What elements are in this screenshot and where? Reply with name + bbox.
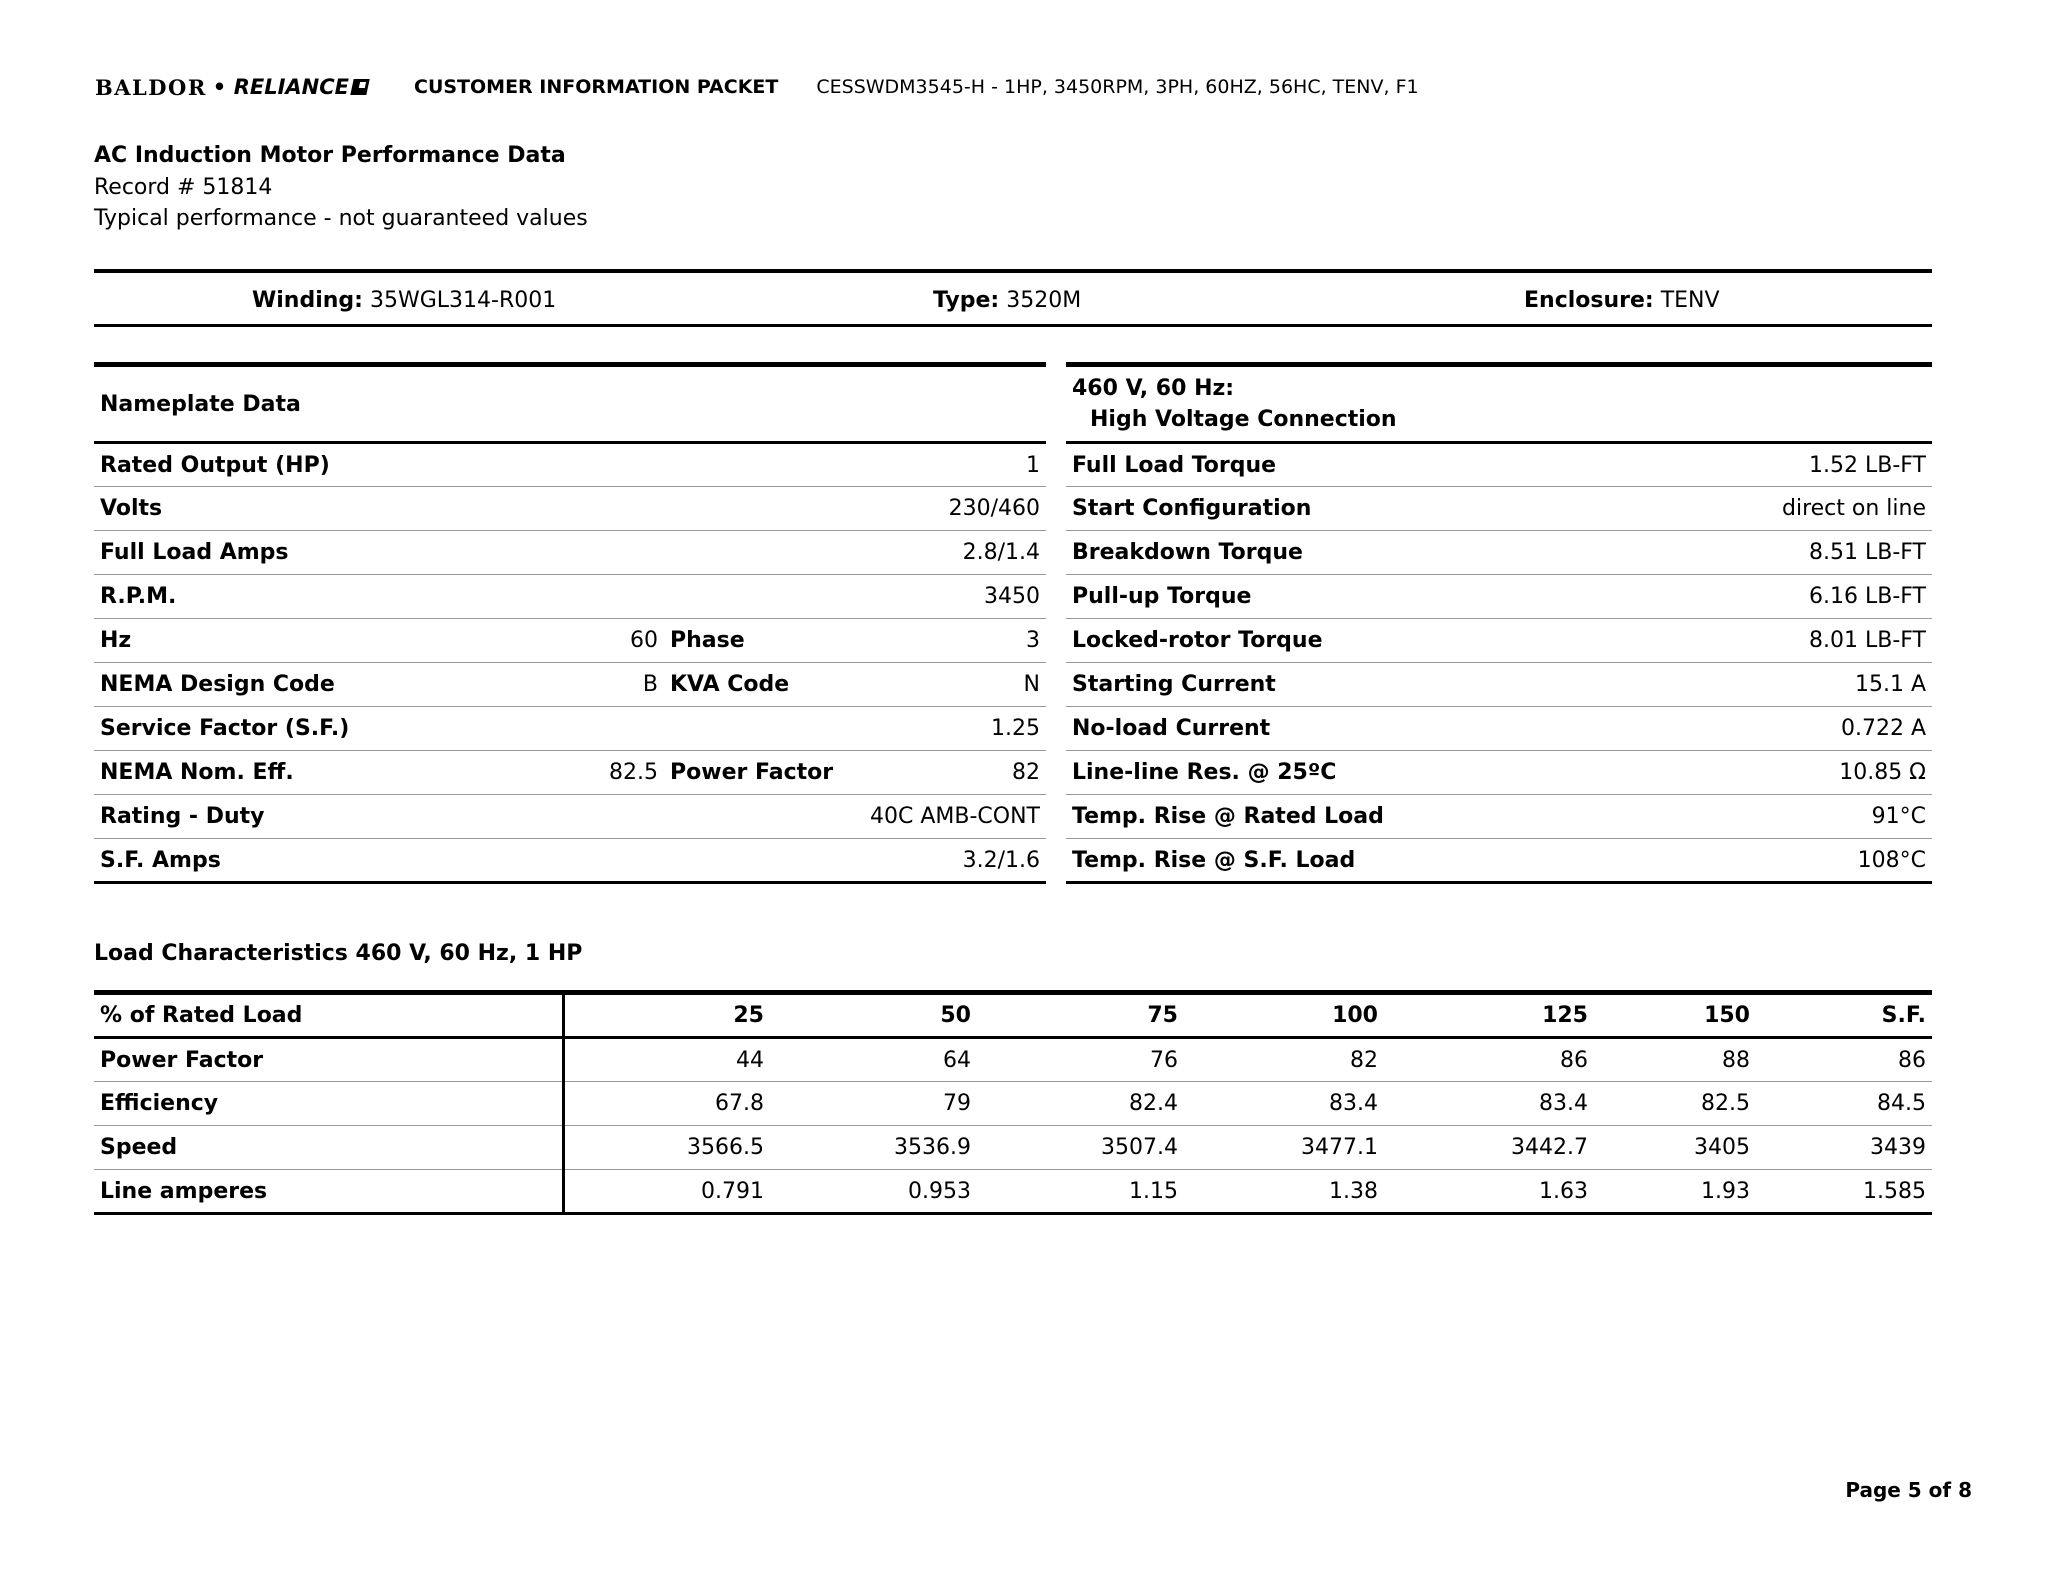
table-row	[94, 619, 1046, 663]
row-label: Temp. Rise @ Rated Load	[1066, 795, 1566, 839]
table-row	[94, 1170, 1932, 1214]
table-cell: 88	[1594, 1038, 1756, 1082]
document-subtitle: Typical performance - not guaranteed values	[94, 206, 588, 231]
column-header: 150	[1594, 993, 1756, 1038]
table-row	[1066, 575, 1932, 619]
row-value: 230/460	[864, 487, 1046, 531]
row-label: Efficiency	[94, 1082, 563, 1126]
table-cell: 1.63	[1539, 1178, 1588, 1204]
row-label: R.P.M.	[94, 575, 514, 619]
row-value: N	[864, 663, 1046, 707]
row-value: 82	[864, 751, 1046, 795]
high-voltage-heading-line1: 460 V, 60 Hz:	[1072, 376, 1235, 401]
table-row	[94, 1082, 1932, 1126]
row-value: 40C AMB-CONT	[864, 795, 1046, 839]
row-mid-value	[514, 795, 664, 839]
table-cell: 1.38	[1329, 1178, 1378, 1204]
row-mid-value	[514, 839, 664, 883]
row-label: Full Load Torque	[1066, 443, 1566, 487]
table-cell: 82.5	[1594, 1082, 1756, 1126]
row-value: 8.01 LB-FT	[1566, 619, 1932, 663]
table-row	[94, 751, 1046, 795]
row-value: 91°C	[1566, 795, 1932, 839]
row-mid-label: Power Factor	[664, 751, 864, 795]
type-field	[933, 288, 1081, 313]
table-cell: 82.4	[977, 1082, 1184, 1126]
table-cell: 86	[1384, 1038, 1594, 1082]
row-label: No-load Current	[1066, 707, 1566, 751]
table-cell: 86	[1756, 1038, 1932, 1082]
table-cell: 67.8	[563, 1082, 770, 1126]
row-value: 10.85 Ω	[1566, 751, 1932, 795]
row-value: 6.16 LB-FT	[1566, 575, 1932, 619]
table-row	[94, 1126, 1932, 1170]
row-value: 3450	[864, 575, 1046, 619]
baldor-reliance-logo	[95, 75, 368, 100]
row-label: S.F. Amps	[100, 847, 221, 873]
table-cell: 1.15	[1129, 1178, 1178, 1204]
row-value: 0.722 A	[1566, 707, 1932, 751]
row-mid-label	[664, 443, 864, 487]
column-header: % of Rated Load	[94, 993, 563, 1038]
type-label: Type:	[933, 288, 1000, 313]
row-label: Locked-rotor Torque	[1066, 619, 1566, 663]
table-cell: 44	[563, 1038, 770, 1082]
table-cell: 84.5	[1756, 1082, 1932, 1126]
row-value: 1	[864, 443, 1046, 487]
table-row	[1066, 751, 1932, 795]
winding-info-bar	[94, 269, 1932, 327]
row-label: Hz	[94, 619, 514, 663]
high-voltage-table	[1066, 362, 1932, 884]
page-header	[95, 72, 1935, 102]
row-label: Starting Current	[1066, 663, 1566, 707]
table-cell: 3439	[1756, 1126, 1932, 1170]
table-cell: 3405	[1594, 1126, 1756, 1170]
table-row	[1066, 707, 1932, 751]
high-voltage-heading	[1066, 365, 1932, 443]
reliance-mark-icon	[350, 79, 369, 95]
row-mid-value	[514, 575, 664, 619]
table-row	[94, 443, 1046, 487]
page-number: Page 5 of 8	[1845, 1478, 1972, 1502]
column-header: 100	[1184, 993, 1384, 1038]
row-label: Service Factor (S.F.)	[94, 707, 514, 751]
table-row	[1066, 839, 1932, 883]
row-label: Speed	[94, 1126, 563, 1170]
enclosure-label: Enclosure:	[1524, 288, 1654, 313]
table-cell: 82	[1184, 1038, 1384, 1082]
table-cell: 1.585	[1863, 1178, 1926, 1204]
winding-field	[252, 288, 556, 313]
row-mid-label: Phase	[664, 619, 864, 663]
row-mid-label	[664, 707, 864, 751]
row-label: NEMA Design Code	[94, 663, 514, 707]
load-characteristics-title: Load Characteristics 460 V, 60 Hz, 1 HP	[94, 941, 583, 966]
row-mid-label	[664, 575, 864, 619]
row-value: 3	[864, 619, 1046, 663]
table-row	[94, 795, 1046, 839]
logo-reliance-text: RELIANCE	[233, 75, 349, 99]
row-label: Temp. Rise @ S.F. Load	[1072, 847, 1356, 873]
row-label: Rated Output (HP)	[94, 443, 514, 487]
table-cell: 3507.4	[977, 1126, 1184, 1170]
row-mid-label	[664, 487, 864, 531]
row-mid-label: KVA Code	[664, 663, 864, 707]
column-header: 75	[977, 993, 1184, 1038]
enclosure-value: TENV	[1660, 288, 1720, 313]
table-header-row	[94, 365, 1046, 443]
record-number: Record # 51814	[94, 175, 273, 200]
document-title: AC Induction Motor Performance Data	[94, 143, 566, 168]
table-row	[94, 663, 1046, 707]
winding-value: 35WGL314-R001	[369, 288, 557, 313]
table-row	[94, 707, 1046, 751]
row-mid-label	[664, 795, 864, 839]
row-label: Full Load Amps	[94, 531, 514, 575]
packet-title: CUSTOMER INFORMATION PACKET	[414, 76, 779, 98]
row-value: 108°C	[1857, 847, 1926, 873]
row-label: Line-line Res. @ 25ºC	[1066, 751, 1566, 795]
row-label: Pull-up Torque	[1066, 575, 1566, 619]
row-mid-label	[664, 531, 864, 575]
table-row	[94, 839, 1046, 883]
table-row	[1066, 663, 1932, 707]
table-header-row	[1066, 365, 1932, 443]
table-row	[1066, 443, 1932, 487]
high-voltage-heading-line2: High Voltage Connection	[1090, 407, 1397, 432]
row-value: 8.51 LB-FT	[1566, 531, 1932, 575]
table-row	[1066, 531, 1932, 575]
column-header: 50	[770, 993, 977, 1038]
row-mid-value	[514, 707, 664, 751]
logo-baldor-text: BALDOR	[95, 74, 207, 100]
table-cell: 83.4	[1184, 1082, 1384, 1126]
row-mid-value: 60	[514, 619, 664, 663]
row-mid-label	[664, 839, 864, 883]
logo-separator: •	[212, 75, 228, 99]
column-header: 25	[563, 993, 770, 1038]
row-label: Power Factor	[94, 1038, 563, 1082]
table-row	[94, 1038, 1932, 1082]
model-description: CESSWDM3545-H - 1HP, 3450RPM, 3PH, 60HZ, 56HC, TENV, F1	[816, 76, 1419, 98]
column-header: 125	[1384, 993, 1594, 1038]
table-header-row	[94, 993, 1932, 1038]
row-label: Start Configuration	[1066, 487, 1566, 531]
table-cell: 76	[977, 1038, 1184, 1082]
nameplate-heading: Nameplate Data	[94, 365, 1046, 443]
table-cell: 0.791	[701, 1178, 764, 1204]
type-value: 3520M	[1006, 288, 1082, 313]
row-label: NEMA Nom. Eff.	[94, 751, 514, 795]
row-mid-value	[514, 443, 664, 487]
table-cell: 3536.9	[770, 1126, 977, 1170]
row-value: direct on line	[1566, 487, 1932, 531]
row-mid-value	[514, 531, 664, 575]
row-mid-value: 82.5	[514, 751, 664, 795]
table-row	[1066, 487, 1932, 531]
table-row	[94, 575, 1046, 619]
row-value: 15.1 A	[1566, 663, 1932, 707]
row-mid-value: B	[514, 663, 664, 707]
table-row	[1066, 619, 1932, 663]
winding-label: Winding:	[252, 288, 363, 313]
row-value: 1.52 LB-FT	[1566, 443, 1932, 487]
row-value: 1.25	[864, 707, 1046, 751]
row-value: 2.8/1.4	[864, 531, 1046, 575]
row-label: Volts	[94, 487, 514, 531]
table-cell: 83.4	[1384, 1082, 1594, 1126]
row-label: Line amperes	[94, 1170, 563, 1214]
table-cell: 3477.1	[1184, 1126, 1384, 1170]
nameplate-table	[94, 362, 1046, 884]
row-value: 3.2/1.6	[962, 847, 1040, 873]
table-row	[94, 531, 1046, 575]
table-cell: 79	[770, 1082, 977, 1126]
row-mid-value	[514, 487, 664, 531]
table-cell: 3566.5	[563, 1126, 770, 1170]
row-label: Rating - Duty	[94, 795, 514, 839]
enclosure-field	[1524, 288, 1720, 313]
row-label: Breakdown Torque	[1066, 531, 1566, 575]
table-cell: 0.953	[908, 1178, 971, 1204]
table-row	[94, 487, 1046, 531]
table-row	[1066, 795, 1932, 839]
table-cell: 1.93	[1701, 1178, 1750, 1204]
load-characteristics-table	[94, 990, 1932, 1215]
column-header: S.F.	[1756, 993, 1932, 1038]
table-cell: 3442.7	[1384, 1126, 1594, 1170]
table-cell: 64	[770, 1038, 977, 1082]
